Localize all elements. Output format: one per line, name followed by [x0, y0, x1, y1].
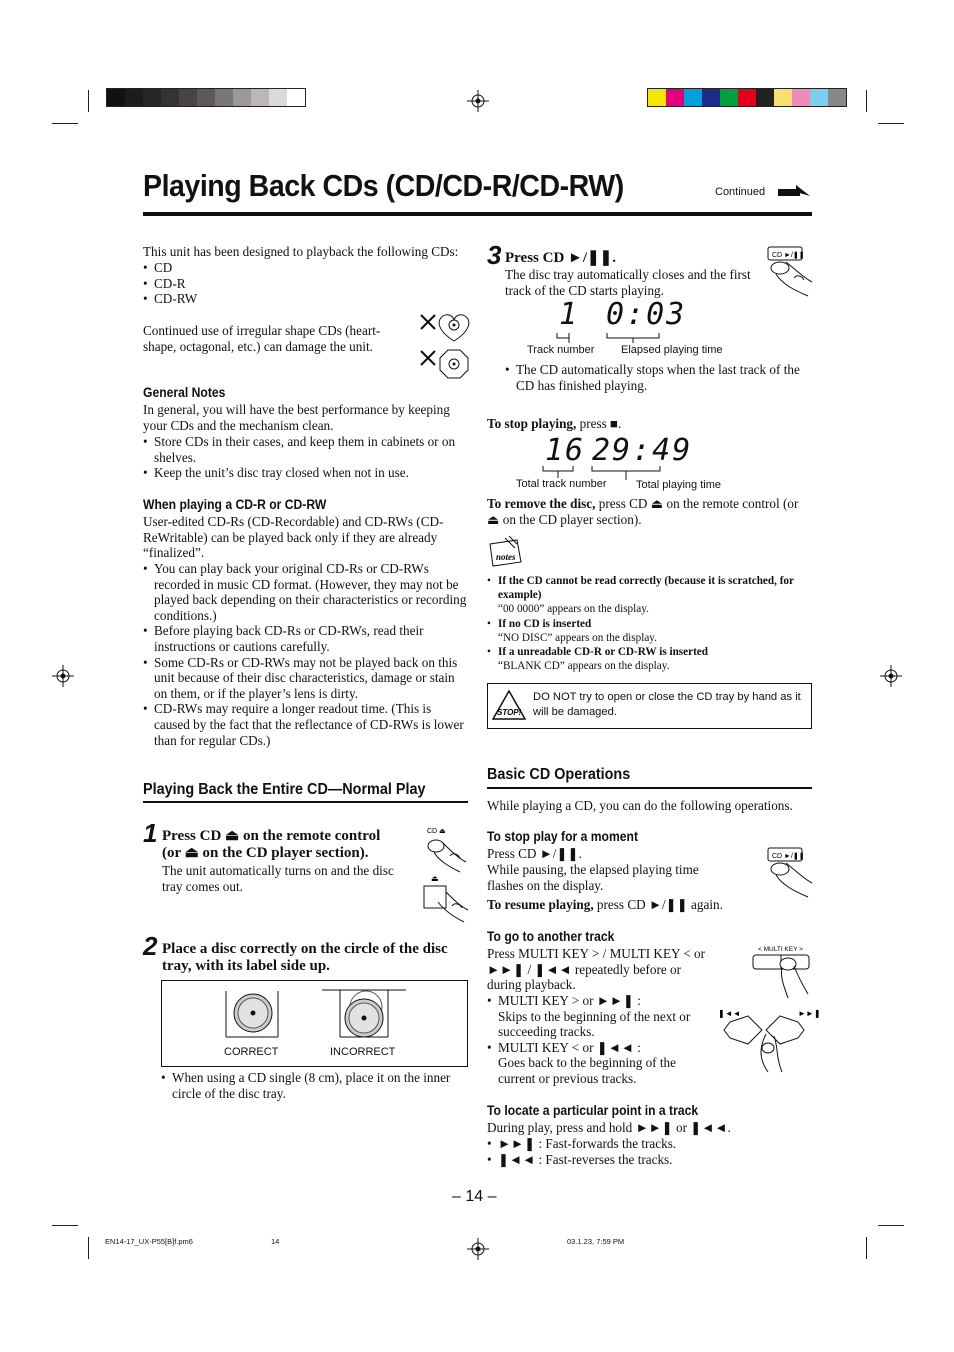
- stop-warning-icon: [491, 689, 527, 721]
- title-rule: [143, 212, 812, 216]
- gray-calibration-bar: [106, 88, 306, 107]
- step2-title: Place a disc correctly on the circle of the disc tray, with its label side up.: [162, 941, 448, 974]
- locate-text: During play, press and hold ►►❚ or ❚◄◄.: [487, 1120, 731, 1135]
- remove-disc-instruction: [487, 496, 812, 527]
- resume-lead: To resume playing,: [487, 897, 594, 912]
- elapsed-time-caption: Elapsed playing time: [621, 344, 723, 356]
- crop-mark: [52, 1225, 78, 1226]
- pause-text1: Press CD ►/❚❚.: [487, 846, 582, 861]
- cd-type-list: [143, 260, 343, 307]
- goto-list: [487, 993, 712, 1087]
- list-item: • The CD automatically stops when the last track of the CD has finished playing.: [505, 362, 805, 393]
- footer-date: 03.1.23, 7:59 PM: [567, 1237, 625, 1246]
- color-swatch: [792, 89, 810, 106]
- svg-text:CD ►/❚❚: CD ►/❚❚: [772, 853, 805, 860]
- basic-ops-heading: Basic CD Operations: [487, 766, 631, 783]
- multi-key-button-icon: [748, 942, 814, 1002]
- footer-filename: EN14-17_UX-P55[B]f.pm6: [105, 1237, 193, 1246]
- stop-lead: To stop playing,: [487, 416, 577, 431]
- key-description: Skips to the beginning of the next or succeeding tracks.: [498, 1008, 691, 1040]
- crop-mark: [866, 90, 867, 112]
- remove-lead: To remove the disc,: [487, 496, 596, 511]
- pause-text2: While pausing, the elapsed playing time flashes on the display.: [487, 862, 699, 893]
- pause-heading: To stop play for a moment: [487, 829, 638, 844]
- list-item: • CD: [143, 260, 343, 276]
- list-item: [487, 993, 712, 1040]
- notes-badge-text: notes: [496, 552, 516, 562]
- list-item: • CD-RW: [143, 291, 343, 307]
- notes-list: [487, 574, 812, 673]
- note-item: [487, 645, 812, 673]
- lcd-track-number: 1: [559, 297, 580, 332]
- notes-icon: [487, 536, 527, 570]
- step3-title: Press CD ►/❚❚.: [505, 250, 616, 266]
- play-pause-button-icon: [764, 845, 814, 897]
- locate-list: [487, 1136, 787, 1167]
- list-item: • ►►❚ : Fast-forwards the tracks.: [487, 1136, 787, 1152]
- note-item: [487, 617, 812, 645]
- section-rule: [487, 787, 812, 789]
- registration-mark-icon: [880, 665, 902, 687]
- section-rule: [143, 801, 468, 803]
- irregular-warning: Continued use of irregular shape CDs (heart-shape, octagonal, etc.) can damage the unit.: [143, 323, 381, 354]
- resume-instruction: [487, 897, 787, 913]
- step-number: 3: [487, 240, 502, 270]
- continued-label: Continued: [715, 186, 766, 198]
- color-swatch: [666, 89, 684, 106]
- cdr-heading: When playing a CD-R or CD-RW: [143, 497, 327, 512]
- normal-play-heading: Playing Back the Entire CD—Normal Play: [143, 781, 426, 798]
- basic-ops-intro: While playing a CD, you can do the following operations.: [487, 798, 793, 813]
- footer-page-num: 14: [271, 1237, 280, 1246]
- crop-mark: [878, 1225, 904, 1226]
- color-swatch: [197, 89, 215, 106]
- crop-mark: [866, 1237, 867, 1259]
- list-item: • Before playing back CD-Rs or CD-RWs, read their instructions or cautions carefully.: [143, 623, 468, 654]
- color-swatch: [215, 89, 233, 106]
- stop-instruction: [487, 416, 621, 432]
- cd-single-note: [161, 1070, 461, 1101]
- color-swatch: [287, 89, 305, 106]
- crop-mark: [88, 90, 89, 112]
- octagonal-disc-prohibited-icon: [418, 347, 470, 381]
- incorrect-label: INCORRECT: [330, 1046, 396, 1058]
- svg-text:❚◄◄: ❚◄◄: [718, 1009, 741, 1018]
- skip-buttons-icon: [716, 1006, 821, 1076]
- note-condition: • If a unreadable CD-R or CD-RW is inserted: [498, 646, 708, 659]
- color-swatch: [756, 89, 774, 106]
- step1-title: Press CD ⏏ on the remote control (or ⏏ on the CD player section).: [162, 828, 381, 861]
- color-swatch: [648, 89, 666, 106]
- color-swatch: [810, 89, 828, 106]
- list-item: • Some CD-Rs or CD-RWs may not be played back on this unit because of their disc characteristics, damage or stain on them, or if the player’s lens is dirty.: [143, 655, 468, 702]
- color-swatch: [774, 89, 792, 106]
- color-swatch: [828, 89, 846, 106]
- list-item: [487, 1040, 712, 1087]
- note-result: “00 0000” appears on the display.: [498, 603, 649, 616]
- page-title: Playing Back CDs (CD/CD-R/CD-RW): [143, 168, 624, 203]
- color-swatch: [143, 89, 161, 106]
- color-calibration-bar: [647, 88, 847, 107]
- list-item: • CD-RWs may require a longer readout time. (This is caused by the fact that the reflectance of CD-RWs is lower than for regular CDs.): [143, 701, 468, 748]
- color-swatch: [702, 89, 720, 106]
- general-notes-text: In general, you will have the best performance by keeping your CDs and the mechanism clean.: [143, 402, 450, 433]
- play-pause-button-icon: [764, 244, 814, 299]
- list-item: • You can play back your original CD-Rs or CD-RWs recorded in music CD format. (However, they may not be played back depending on their characteristics or recording conditions.): [143, 561, 468, 623]
- registration-mark-icon: [52, 665, 74, 687]
- warning-box: [487, 683, 812, 729]
- key-label: • MULTI KEY < or ❚◄◄ :: [498, 1039, 641, 1055]
- crop-mark: [878, 123, 904, 124]
- note-condition: • If the CD cannot be read correctly (because it is scratched, for example): [498, 575, 794, 602]
- cdr-list: [143, 561, 468, 748]
- stop-badge-text: STOP!: [497, 708, 522, 717]
- crop-mark: [52, 123, 78, 124]
- color-swatch: [684, 89, 702, 106]
- key-description: Goes back to the beginning of the current or previous tracks.: [498, 1055, 676, 1086]
- color-swatch: [161, 89, 179, 106]
- stop-rest: press ■.: [576, 416, 622, 431]
- step1-text: The unit automatically turns on and the disc tray comes out.: [162, 863, 394, 894]
- multi-key-label: < MULTI KEY >: [758, 946, 803, 953]
- continued-arrow-icon: [776, 180, 812, 198]
- svg-text:►►❚: ►►❚: [798, 1009, 821, 1018]
- goto-heading: To go to another track: [487, 929, 615, 944]
- color-swatch: [179, 89, 197, 106]
- heart-disc-prohibited-icon: [418, 311, 470, 343]
- registration-mark-icon: [467, 90, 489, 112]
- list-item: • When using a CD single (8 cm), place it on the inner circle of the disc tray.: [161, 1070, 461, 1101]
- correct-label: CORRECT: [224, 1046, 279, 1058]
- remove-rest: press CD ⏏ on the remote control (or ⏏ on the CD player section).: [487, 496, 799, 527]
- general-notes-list: [143, 434, 463, 481]
- total-track-caption: Total track number: [516, 478, 607, 490]
- svg-text:⏏: ⏏: [431, 874, 439, 883]
- note-result: “BLANK CD” appears on the display.: [498, 660, 670, 673]
- registration-mark-icon: [467, 1238, 489, 1260]
- key-label: • MULTI KEY > or ►►❚ :: [498, 993, 641, 1008]
- step-number: 1: [143, 818, 158, 848]
- note-result: “NO DISC” appears on the display.: [498, 631, 657, 644]
- svg-text:CD ►/❚❚: CD ►/❚❚: [772, 252, 805, 259]
- color-swatch: [125, 89, 143, 106]
- incorrect-disc-icon: [322, 985, 412, 1043]
- page-number: – 14 –: [452, 1188, 497, 1205]
- remote-eject-button-icon: [420, 826, 470, 876]
- list-item: • Store CDs in their cases, and keep them in cabinets or on shelves.: [143, 434, 463, 465]
- list-item: • ❚◄◄ : Fast-reverses the tracks.: [487, 1152, 787, 1168]
- disc-placement-figure: [161, 980, 468, 1067]
- locate-heading: To locate a particular point in a track: [487, 1103, 699, 1118]
- color-swatch: [251, 89, 269, 106]
- general-notes-heading: General Notes: [143, 385, 226, 400]
- crop-mark: [88, 1237, 89, 1259]
- intro-text: This unit has been designed to playback the following CDs:: [143, 244, 459, 259]
- correct-disc-icon: [222, 989, 282, 1041]
- list-item: • Keep the unit’s disc tray closed when not in use.: [143, 465, 463, 481]
- player-eject-button-icon: [420, 874, 470, 924]
- color-swatch: [720, 89, 738, 106]
- svg-text:CD ⏏: CD ⏏: [427, 828, 446, 835]
- lcd-total-time: 29:49: [592, 433, 693, 468]
- track-number-caption: Track number: [527, 344, 595, 356]
- note-item: [487, 574, 812, 617]
- list-item: • CD-R: [143, 276, 343, 292]
- color-swatch: [233, 89, 251, 106]
- lcd-total-tracks: 16: [545, 433, 586, 468]
- color-swatch: [738, 89, 756, 106]
- note-condition: • If no CD is inserted: [498, 617, 592, 630]
- auto-stop-note: [505, 362, 805, 393]
- step3-text: The disc tray automatically closes and the first track of the CD starts playing.: [505, 267, 751, 298]
- color-swatch: [107, 89, 125, 106]
- warning-text: DO NOT try to open or close the CD tray by hand as it will be damaged.: [533, 691, 801, 718]
- resume-rest: press CD ►/❚❚ again.: [593, 897, 723, 912]
- color-swatch: [269, 89, 287, 106]
- total-time-caption: Total playing time: [636, 479, 721, 491]
- lcd-elapsed-time: 0:03: [606, 297, 687, 332]
- step-number: 2: [143, 931, 158, 961]
- cdr-text: User-edited CD-Rs (CD-Recordable) and CD-RWs (CD-ReWritable) can be played back only if they are already “finalized”.: [143, 514, 444, 561]
- goto-text: Press MULTI KEY > / MULTI KEY < or ►►❚ / ❚◄◄ repeatedly before or during playback.: [487, 946, 706, 993]
